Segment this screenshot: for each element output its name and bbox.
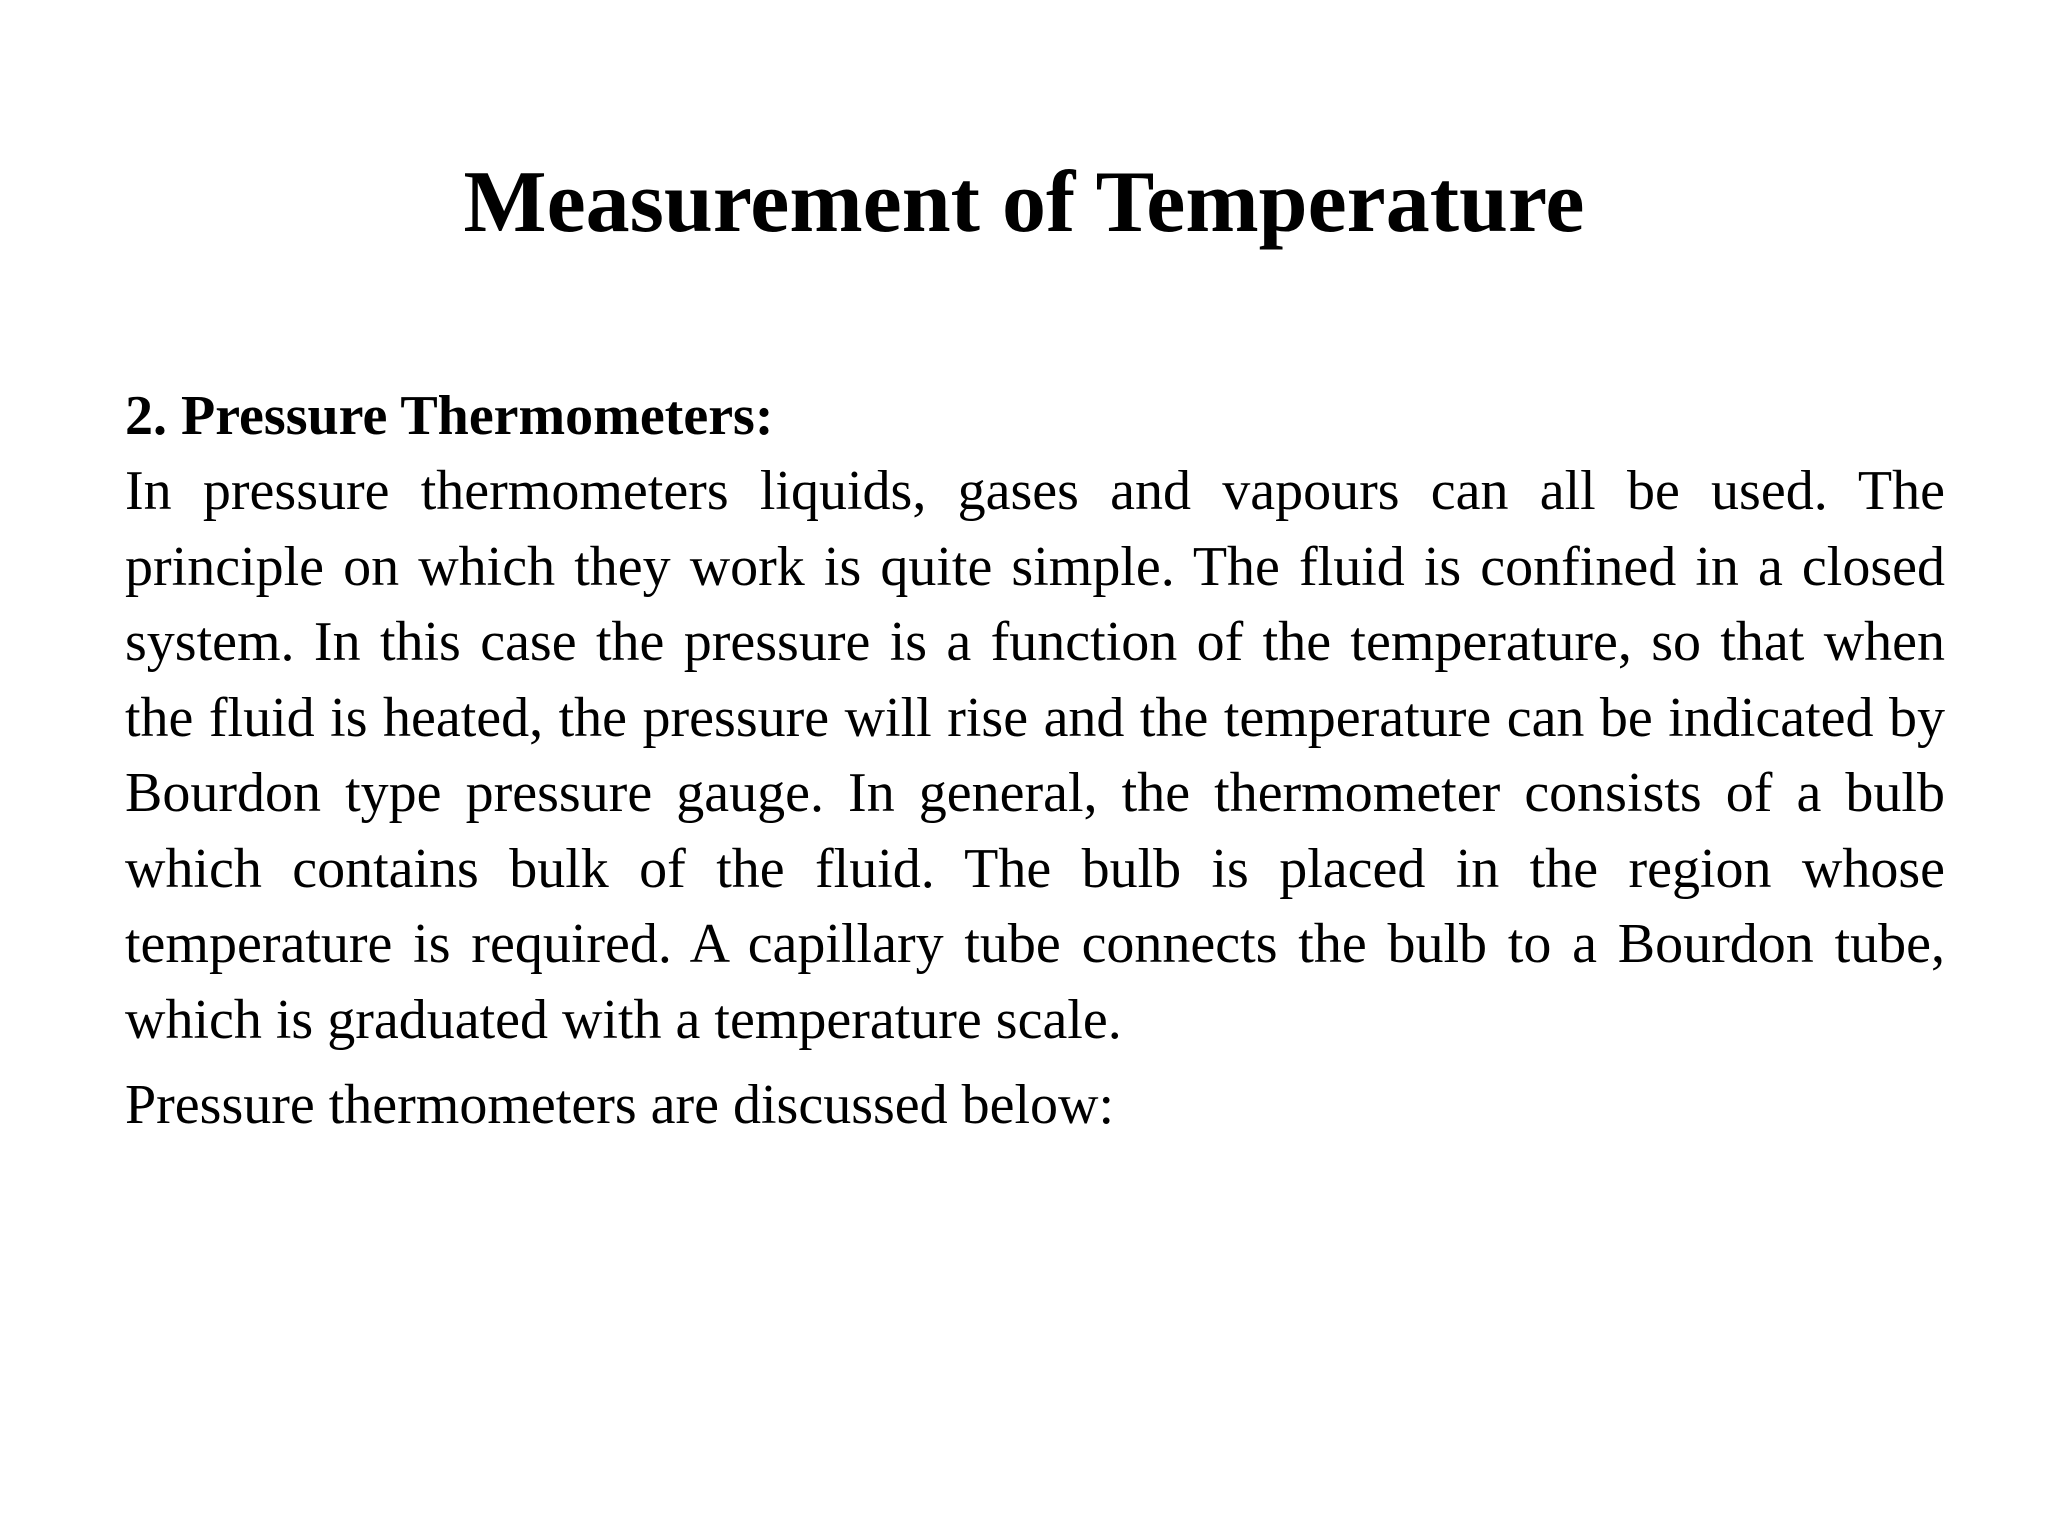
slide-title: Measurement of Temperature (463, 154, 1585, 251)
closing-line: Pressure thermometers are discussed below: (125, 1074, 1115, 1136)
section-heading: 2. Pressure Thermometers: (125, 385, 774, 447)
slide-content (125, 378, 1945, 1144)
body-paragraph: In pressure thermometers liquids, gases and vapours can all be used. The principle on which they work is quite simple. The fluid is confined in a closed system. In this case the pressure is a function of the temperature, so that when the fluid is heated, the pressure will rise and the temperature can be indicated by Bourdon type pressure gauge. In general, the thermometer consists of a bulb which contains bulk of the fluid. The bulb is placed in the region whose temperature is required. A capillary tube connects the bulb to a Bourdon tube, which is graduated with a temperature scale. (125, 460, 1945, 1051)
